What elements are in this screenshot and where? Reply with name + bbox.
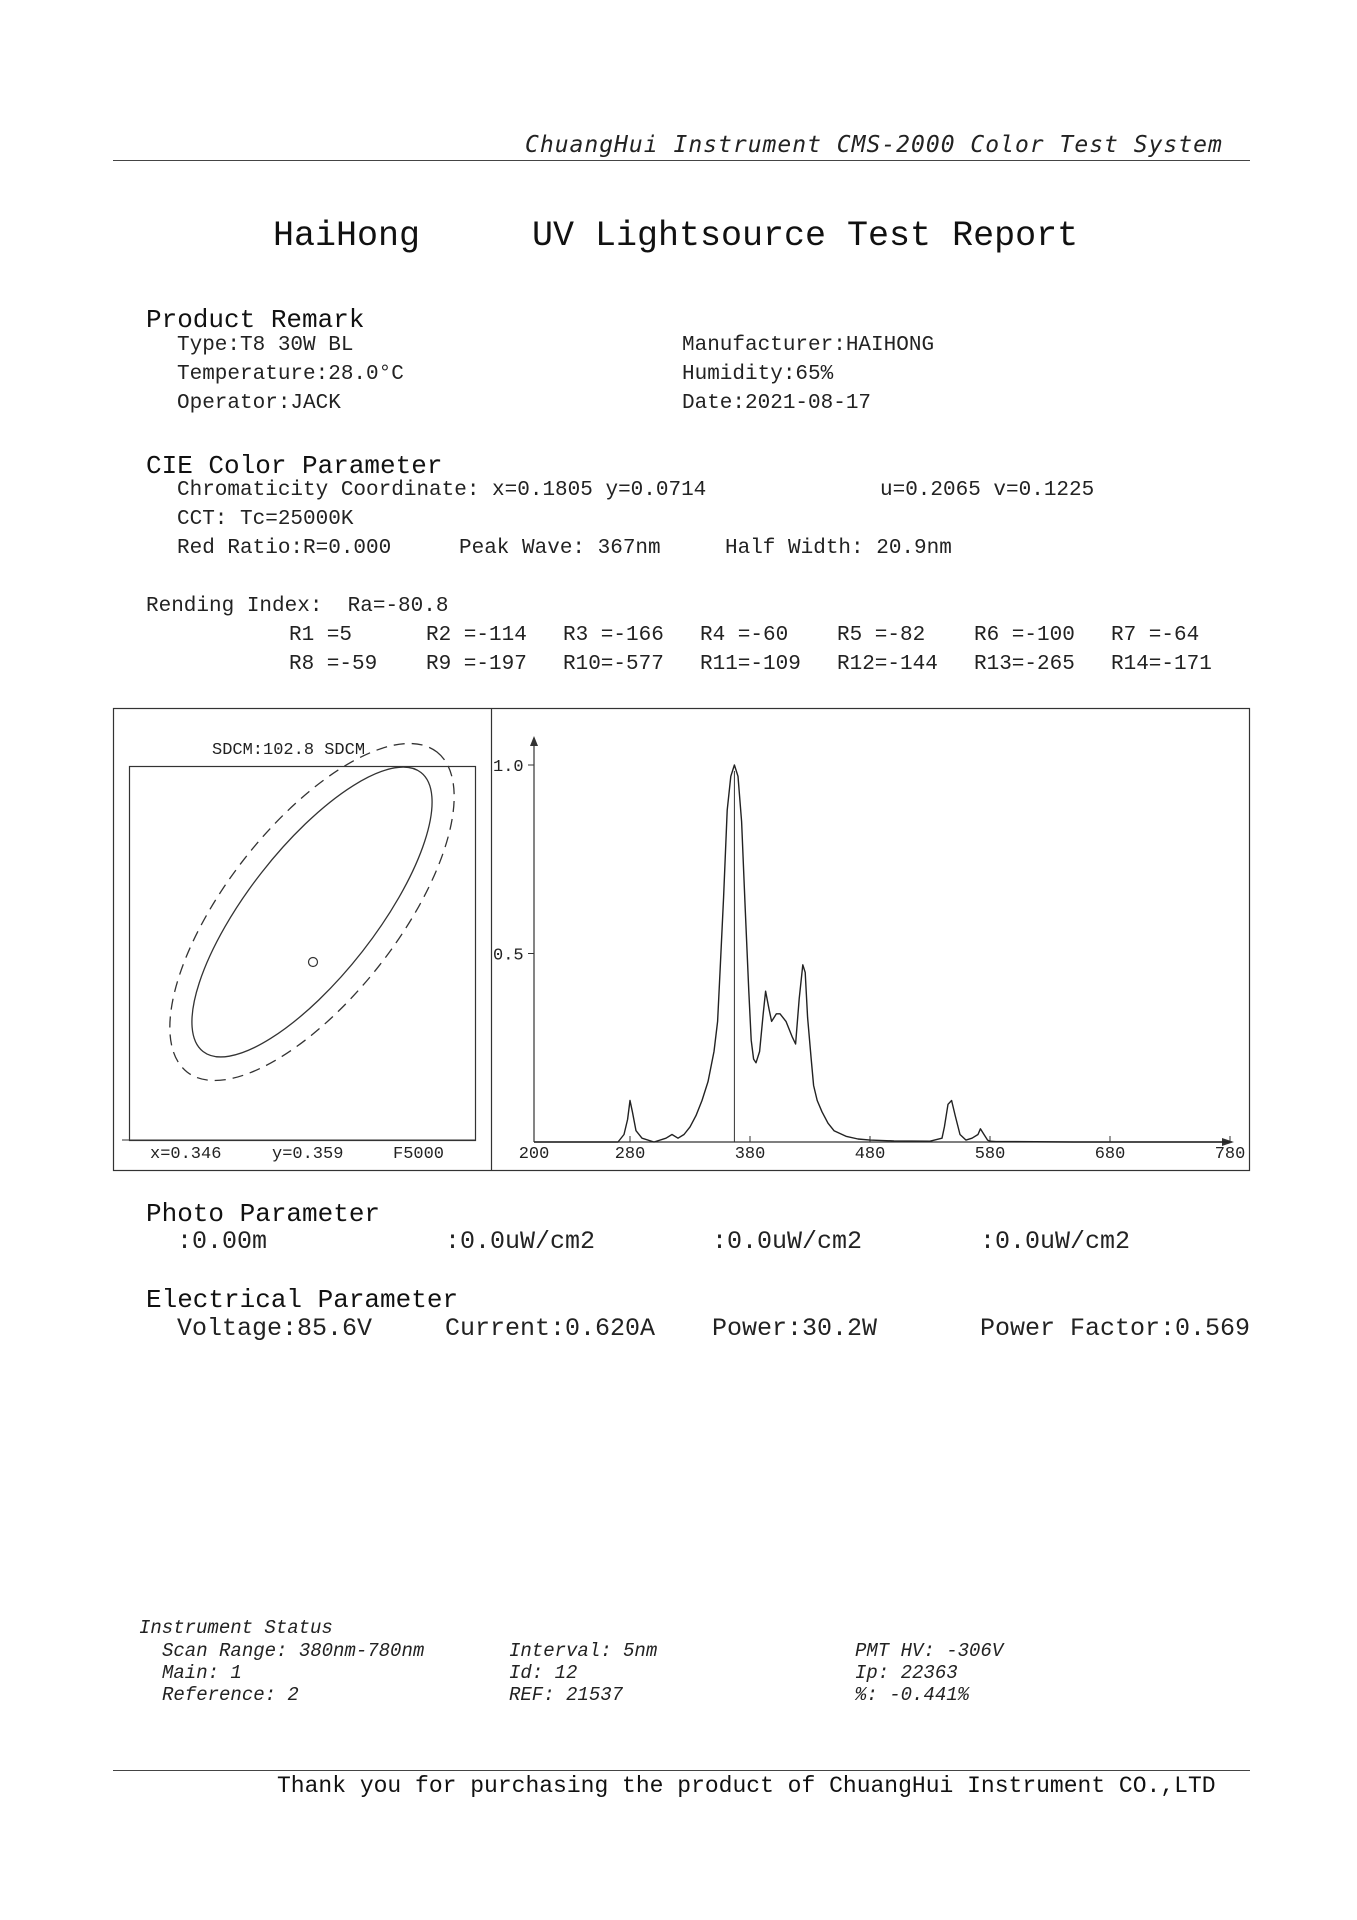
rendering-r6: R6 =-100 [974, 624, 1075, 647]
sdcm-ellipses [119, 699, 504, 1125]
photo-value-2: :0.0uW/cm2 [445, 1227, 596, 1256]
sdcm-label: SDCM:102.8 SDCM [212, 741, 366, 760]
instrument-main: Main: 1 [162, 1662, 242, 1684]
sdcm-inner-ellipse [153, 733, 472, 1091]
cie-cct: CCT: Tc=25000K [177, 508, 354, 531]
rendering-r3: R3 =-166 [563, 624, 664, 647]
photo-heading: Photo Parameter [146, 1199, 381, 1229]
rendering-r14: R14=-171 [1111, 653, 1212, 676]
sdcm-ref: F5000 [393, 1145, 445, 1164]
product-type: Type:T8 30W BL [177, 334, 354, 357]
footer-thanks: Thank you for purchasing the product of ChuangHui Instrument CO.,LTD [277, 1773, 1216, 1799]
cie-peak-wave: Peak Wave: 367nm [459, 537, 661, 560]
spectrum-chart [493, 736, 1245, 1164]
product-heading: Product Remark [146, 305, 365, 335]
spectrum-x-tick-label: 580 [974, 1145, 1006, 1164]
instrument-ref: REF: 21537 [509, 1684, 624, 1706]
product-operator: Operator:JACK [177, 392, 341, 415]
rendering-r10: R10=-577 [563, 653, 664, 676]
spectrum-y-arrow [530, 736, 538, 746]
instrument-percent: %: -0.441% [855, 1684, 970, 1706]
spectrum-y-tick-label: 0.5 [493, 946, 524, 966]
electrical-heading: Electrical Parameter [146, 1285, 459, 1315]
cie-red-ratio: Red Ratio:R=0.000 [177, 537, 392, 560]
cie-uv: u=0.2065 v=0.1225 [880, 479, 1095, 502]
instrument-reference: Reference: 2 [162, 1684, 299, 1706]
spectrum-x-tick-label: 680 [1094, 1145, 1126, 1164]
instrument-id: Id: 12 [509, 1662, 578, 1684]
instrument-interval: Interval: 5nm [509, 1640, 658, 1662]
product-date: Date:2021-08-17 [682, 392, 872, 415]
spectrum-line [534, 765, 1230, 1142]
sdcm-y: y=0.359 [272, 1145, 344, 1164]
electrical-power-factor: Power Factor:0.569 [980, 1314, 1251, 1343]
rendering-r2: R2 =-114 [426, 624, 527, 647]
rendering-r5: R5 =-82 [837, 624, 926, 647]
spectrum-x-tick-label: 280 [614, 1145, 646, 1164]
rendering-heading: Rending Index: Ra=-80.8 [146, 595, 449, 618]
product-humidity: Humidity:65% [682, 363, 834, 386]
rendering-r11: R11=-109 [700, 653, 801, 676]
instrument-scan-range: Scan Range: 380nm-780nm [162, 1640, 425, 1662]
product-temperature: Temperature:28.0°C [177, 363, 404, 386]
system-header: ChuangHui Instrument CMS-2000 Color Test System [525, 132, 1223, 158]
rendering-r13: R13=-265 [974, 653, 1075, 676]
spectrum-x-tick-label: 480 [854, 1145, 886, 1164]
sdcm-x: x=0.346 [150, 1145, 222, 1164]
sdcm-box [130, 767, 476, 1141]
photo-value-1: :0.00m [177, 1227, 268, 1256]
spectrum-y-tick-label: 1.0 [493, 758, 524, 777]
cie-heading: CIE Color Parameter [146, 451, 443, 481]
rendering-r8: R8 =-59 [289, 653, 378, 676]
rendering-r4: R4 =-60 [700, 624, 789, 647]
cie-half-width: Half Width: 20.9nm [725, 537, 952, 560]
product-manufacturer: Manufacturer:HAIHONG [682, 334, 935, 357]
spectrum-x-tick-label: 380 [734, 1145, 766, 1164]
instrument-heading: Instrument Status [139, 1617, 333, 1639]
photo-value-3: :0.0uW/cm2 [712, 1227, 863, 1256]
sdcm-outer-ellipse [119, 699, 504, 1125]
photo-value-4: :0.0uW/cm2 [980, 1227, 1131, 1256]
charts-frame [114, 709, 1250, 1171]
rendering-r12: R12=-144 [837, 653, 938, 676]
brand-title: HaiHong [273, 216, 421, 256]
spectrum-x-tick-label: 200 [518, 1145, 550, 1164]
instrument-pmt-hv: PMT HV: -306V [855, 1640, 1004, 1662]
electrical-current: Current:0.620A [445, 1314, 656, 1343]
cie-chromaticity: Chromaticity Coordinate: x=0.1805 y=0.0714 [177, 479, 707, 502]
sdcm-point [309, 958, 318, 967]
electrical-power: Power:30.2W [712, 1314, 878, 1343]
rendering-r1: R1 =5 [289, 624, 353, 647]
instrument-ip: Ip: 22363 [855, 1662, 958, 1684]
rendering-r7: R7 =-64 [1111, 624, 1200, 647]
rendering-r9: R9 =-197 [426, 653, 527, 676]
spectrum-x-tick-label: 780 [1214, 1145, 1246, 1164]
report-title: UV Lightsource Test Report [532, 216, 1079, 256]
footer-rule [113, 1770, 1250, 1771]
electrical-voltage: Voltage:85.6V [177, 1314, 373, 1343]
